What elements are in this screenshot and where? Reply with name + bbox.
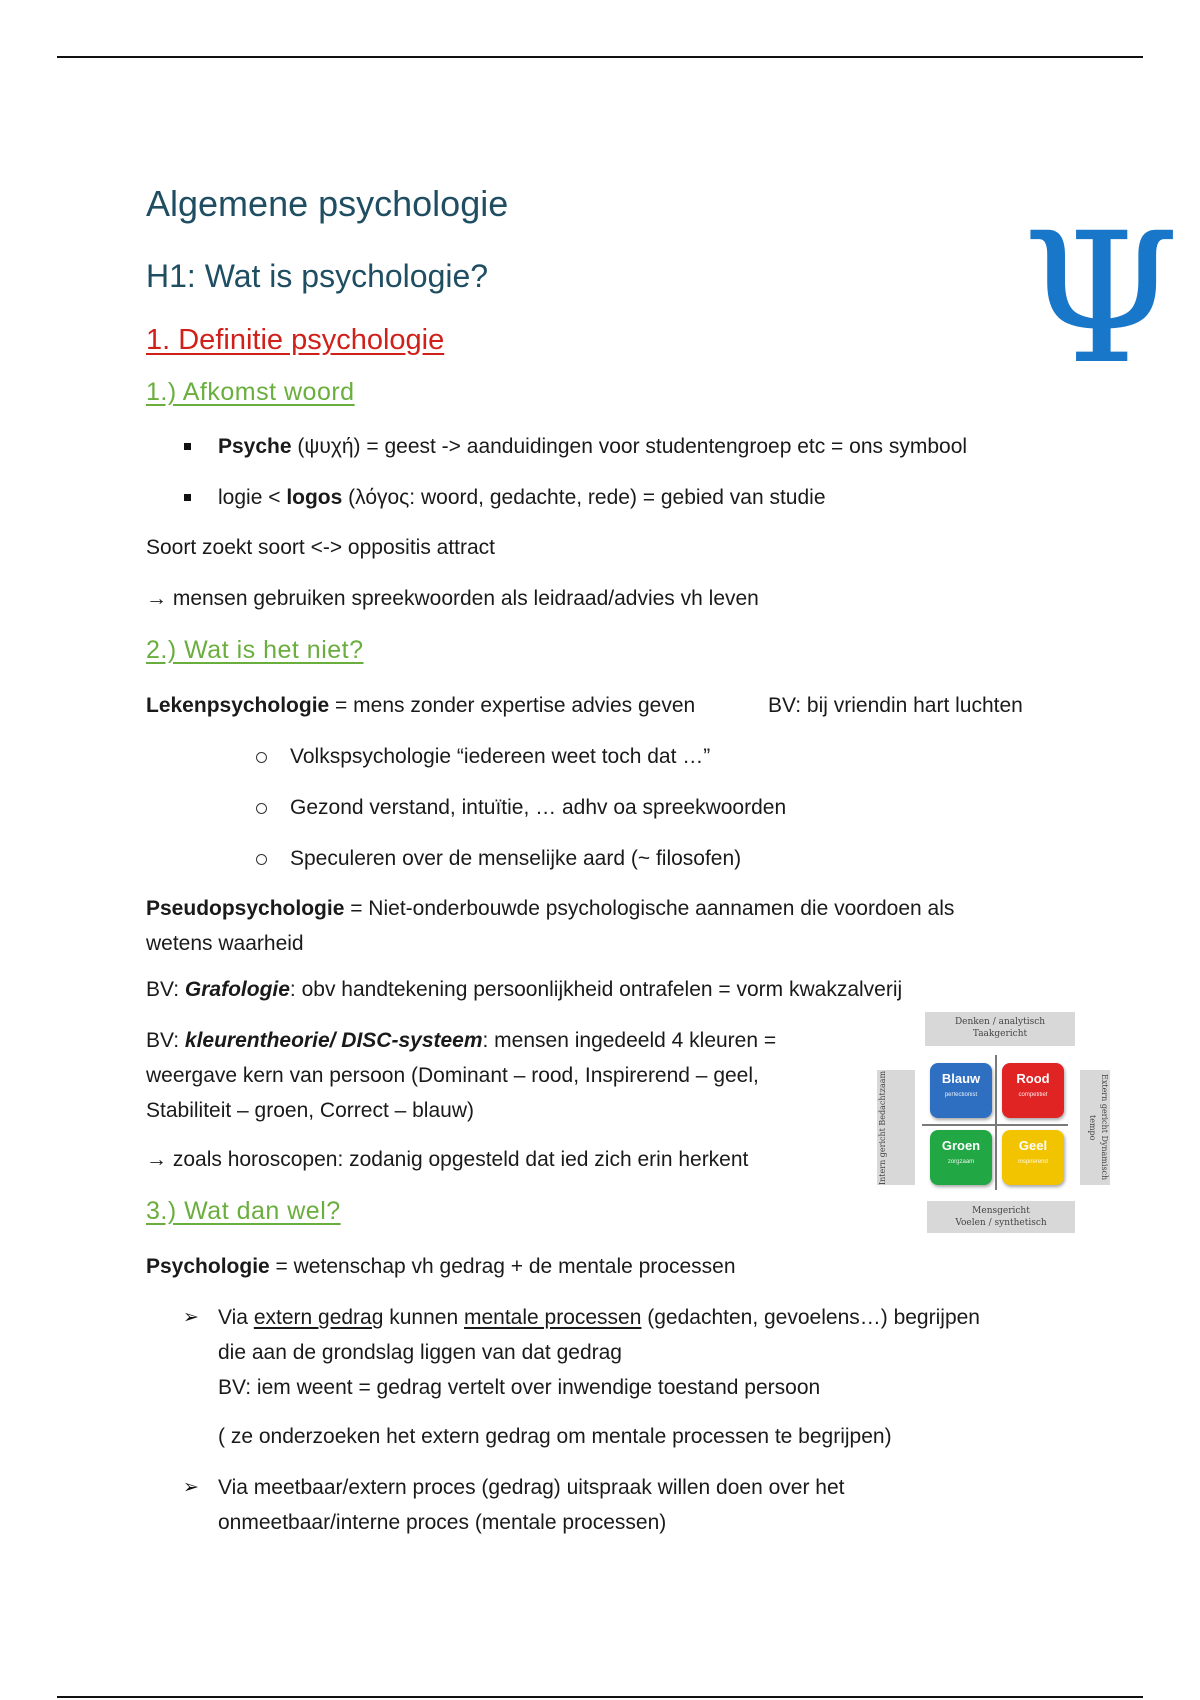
disc-right-label-1: Extern gericht [1100, 1074, 1109, 1134]
disc-text: : mensen ingedeeld 4 kleuren = [482, 1029, 777, 1052]
circle-item-volkspsychologie: Volkspsychologie “iedereen weet toch dat …” [290, 745, 711, 768]
quadrant-rood-label: Rood [1016, 1071, 1050, 1086]
disc-top-label-2: Taakgericht [972, 1029, 1028, 1039]
circle-bullet [256, 752, 267, 763]
psychologie-text: = wetenschap vh gedrag + de mentale processen [269, 1255, 736, 1278]
disc-diagram [875, 1010, 1115, 1235]
subheading-afkomst: 1.) Afkomst woord [146, 378, 355, 406]
disc-text-2: weergave kern van persoon (Dominant – rood, Inspirerend – geel, [146, 1064, 759, 1087]
quadrant-groen [930, 1130, 992, 1185]
term-psychologie: Psychologie [146, 1255, 270, 1278]
term-disc: kleurentheorie/ DISC-systeem [184, 1029, 483, 1052]
psi-logo: Ψ [1022, 195, 1180, 404]
paragraph-spreekwoorden: → mensen gebruiken spreekwoorden als leidraad/advies vh leven [146, 587, 759, 610]
term-logos: logos [286, 486, 343, 509]
bullet-logos [218, 480, 826, 515]
quadrant-rood-sub: competitief [1018, 1092, 1048, 1098]
paragraph-grafologie [146, 972, 902, 1007]
chapter-heading: H1: Wat is psychologie? [146, 258, 489, 294]
meetbaar-line2: onmeetbaar/interne proces (mentale processen) [218, 1511, 667, 1534]
document-title: Algemene psychologie [146, 183, 509, 224]
paragraph-psychologie-definitie [146, 1249, 736, 1284]
arrow-item-meetbaar [218, 1470, 1098, 1540]
disc-left-label-2: Bedachtzaam [878, 1070, 887, 1126]
grafologie-text: : obv handtekening persoonlijkheid ontrafelen = vorm kwakzalverij [289, 978, 903, 1001]
extern-gedrag-line3: BV: iem weent = gedrag vertelt over inwendige toestand persoon [218, 1376, 821, 1399]
quadrant-groen-sub: zorgzaam [947, 1159, 975, 1165]
grafologie-prefix: BV: [146, 978, 185, 1001]
term-lekenpsychologie: Lekenpsychologie [146, 694, 330, 717]
note-onderzoek: ( ze onderzoeken het extern gedrag om mentale processen te begrijpen) [218, 1425, 892, 1448]
lekenpsychologie-example: BV: bij vriendin hart luchten [768, 694, 1023, 717]
disc-right-label-2: Dynamisch tempo [1088, 1114, 1109, 1181]
section-heading-definitie: 1. Definitie psychologie [146, 324, 445, 356]
disc-text-3: Stabiliteit – groen, Correct – blauw) [146, 1099, 474, 1122]
quadrant-blauw [930, 1063, 992, 1118]
subheading-wat-wel: 3.) Wat dan wel? [146, 1197, 341, 1225]
disc-bottom-label [927, 1201, 1075, 1233]
pseudopsychologie-text: = Niet-onderbouwde psychologische aannamen die voordoen als [344, 897, 955, 920]
pseudopsychologie-text-2: wetens waarheid [146, 932, 304, 955]
disc-right-label [1080, 1070, 1110, 1185]
disc-bottom-label-2: Voelen / synthetisch [955, 1218, 1047, 1228]
arrowhead-bullet-icon: ➢ [183, 1477, 199, 1498]
paragraph-soort: Soort zoekt soort <-> oppositis attract [146, 536, 496, 559]
quadrant-groen-label: Groen [941, 1138, 981, 1153]
paragraph-horoscoop: → zoals horoscopen: zodanig opgesteld dat ied zich erin herkent [146, 1148, 749, 1171]
extern-gedrag-prefix: Via [218, 1306, 254, 1329]
square-bullet [184, 443, 191, 450]
underlined-extern-gedrag: extern gedrag [253, 1306, 384, 1329]
extern-gedrag-mid: kunnen [383, 1306, 464, 1329]
term-pseudopsychologie: Pseudopsychologie [146, 897, 345, 920]
disc-bottom-label-1: Mensgericht [972, 1206, 1030, 1216]
quadrant-blauw-sub: perfectionist [944, 1092, 978, 1098]
quadrant-rood [1002, 1063, 1064, 1118]
quadrant-geel-label: Geel [1018, 1138, 1048, 1153]
arrow-item-extern-gedrag [218, 1300, 1098, 1405]
subheading-wat-niet: 2.) Wat is het niet? [146, 636, 364, 664]
disc-vertical-axis [995, 1055, 997, 1190]
paragraph-disc [146, 1023, 866, 1128]
lekenpsychologie-text: = mens zonder expertise advies geven [329, 694, 696, 717]
disc-top-label [925, 1012, 1075, 1046]
top-rule [57, 56, 1143, 58]
bottom-rule [57, 1696, 1143, 1698]
arrowhead-bullet-icon: ➢ [183, 1307, 199, 1328]
bullet-logos-prefix: logie < [218, 486, 287, 509]
term-psyche: Psyche [218, 435, 292, 458]
circle-item-speculeren: Speculeren over de menselijke aard (~ filosofen) [290, 847, 742, 870]
bullet-psyche [218, 429, 967, 464]
bullet-psyche-text: (ψυχή) = geest -> aanduidingen voor studentengroep etc = ons symbool [291, 435, 968, 458]
extern-gedrag-line2: die aan de grondslag liggen van dat gedrag [218, 1341, 622, 1364]
paragraph-lekenpsychologie [146, 688, 695, 723]
meetbaar-line1: Via meetbaar/extern proces (gedrag) uitspraak willen doen over het [218, 1476, 845, 1499]
disc-left-label [877, 1070, 915, 1185]
quadrant-geel-sub: inspirerend [1018, 1159, 1048, 1165]
circle-bullet [256, 803, 267, 814]
disc-prefix: BV: [146, 1029, 185, 1052]
quadrant-geel [1002, 1130, 1064, 1185]
term-grafologie: Grafologie [184, 978, 290, 1001]
quadrant-blauw-label: Blauw [941, 1071, 981, 1086]
circle-bullet [256, 854, 267, 865]
circle-item-gezond-verstand: Gezond verstand, intuïtie, … adhv oa spreekwoorden [290, 796, 787, 819]
paragraph-pseudopsychologie [146, 891, 1086, 961]
disc-top-label-1: Denken / analytisch [954, 1017, 1046, 1027]
bullet-logos-text: (λόγος: woord, gedachte, rede) = gebied van studie [342, 486, 826, 509]
underlined-mentale-processen: mentale processen [463, 1306, 642, 1329]
square-bullet [184, 494, 191, 501]
extern-gedrag-post: (gedachten, gevoelens…) begrijpen [641, 1306, 980, 1329]
disc-left-label-1: Intern gericht [878, 1127, 887, 1185]
